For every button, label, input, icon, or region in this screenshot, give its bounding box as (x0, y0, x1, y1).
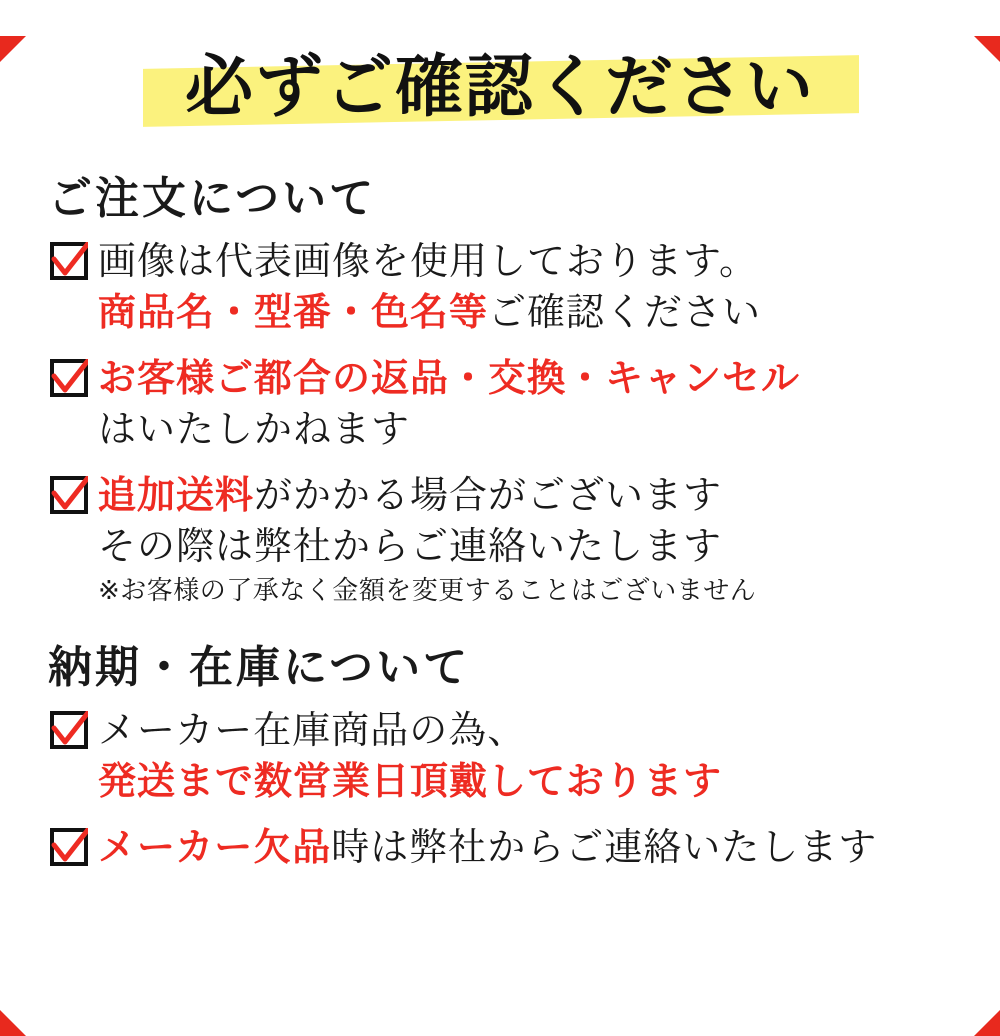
notice-line (98, 822, 960, 873)
notice-line (98, 287, 960, 338)
checkbox-checked-icon (50, 828, 88, 866)
section-heading: 納期・在庫について (48, 641, 471, 693)
notice-line-segment: がかかる場合がございます (254, 473, 723, 518)
notice-line: メーカー在庫商品の為、 (98, 707, 527, 752)
page-title (0, 36, 1000, 140)
checkbox-checked-icon (50, 359, 88, 397)
checkbox-checked-icon (50, 476, 88, 514)
notice-item (50, 353, 960, 454)
corner-accent-bottom-right (974, 1010, 1000, 1036)
notice-line (98, 470, 960, 521)
notice-item (50, 470, 960, 609)
section-heading: ご注文について (48, 173, 377, 224)
notice-item (50, 822, 960, 873)
notice-footnote: ※お客様の了承なく金額を変更することはございません (98, 576, 757, 607)
notice-line-segment: 時は弊社からご連絡いたします (331, 825, 878, 870)
notice-section (0, 631, 1000, 873)
notice-line: 発送まで数営業日頂戴しております (98, 758, 723, 803)
notice-item (50, 236, 960, 337)
notice-line-segment: 商品名・型番・色名等 (98, 289, 489, 334)
notice-line-segment: メーカー欠品 (98, 825, 332, 870)
notice-section (0, 162, 1000, 609)
sections-container (0, 162, 1000, 873)
title-text: 必ずご確認ください (184, 48, 815, 127)
checkbox-checked-icon (50, 242, 88, 280)
notice-line: 画像は代表画像を使用しております。 (98, 239, 758, 283)
notice-item-lines (98, 822, 960, 873)
notice-item-lines (98, 705, 960, 806)
notice-item-lines (98, 353, 960, 454)
notice-line: はいたしかねます (98, 406, 411, 451)
notice-page (0, 36, 1000, 1036)
notice-line: その際は弊社からご連絡いたします (98, 523, 723, 568)
checkbox-checked-icon (50, 711, 88, 749)
notice-line-segment: ご確認ください (488, 289, 762, 334)
notice-item-lines (98, 236, 960, 337)
corner-accent-bottom-left (0, 1010, 26, 1036)
notice-line: お客様ご都合の返品・交換・キャンセル (98, 356, 801, 401)
notice-line-segment: 追加送料 (98, 473, 255, 518)
notice-item-lines (98, 470, 960, 609)
notice-item (50, 705, 960, 806)
